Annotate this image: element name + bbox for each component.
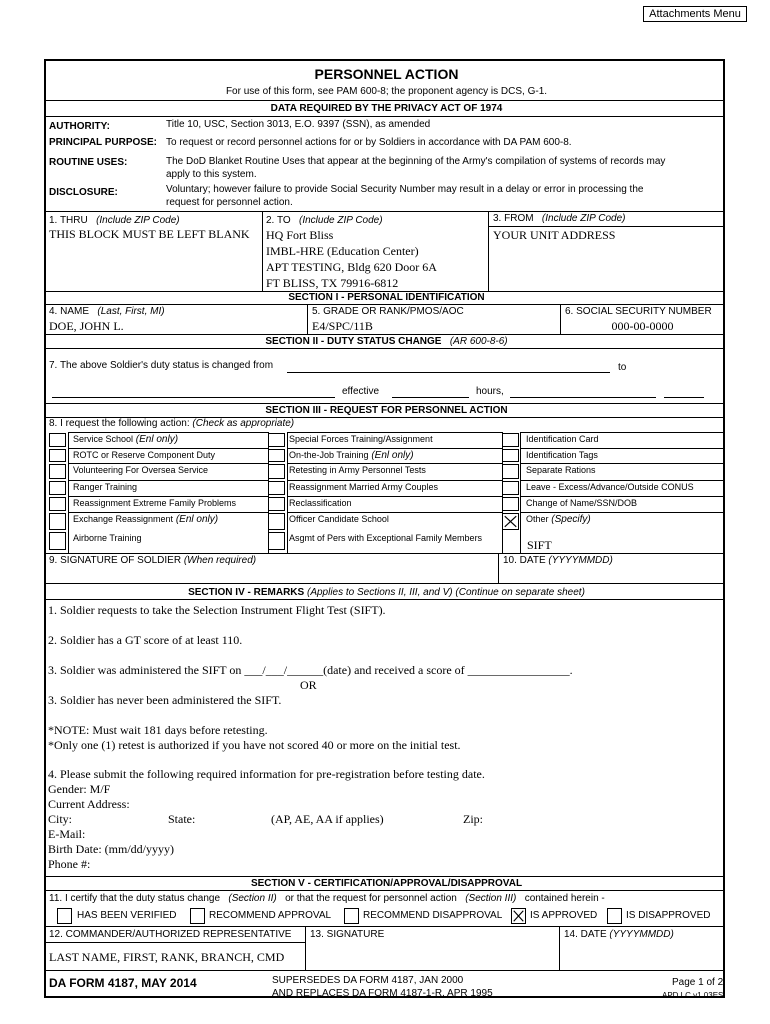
item7-text: 7. The above Soldier's duty status is changed from [49,360,274,371]
check-x-icon [503,514,518,529]
action-col3-1-checkbox[interactable] [502,449,519,462]
effective-date-field[interactable] [392,397,469,398]
routine-uses-text-1: The DoD Blanket Routine Uses that appear at the beginning of the Army's compilation of systems of records may [166,156,666,167]
recommend-approval-checkbox[interactable] [190,908,205,924]
commander-field[interactable]: LAST NAME, FIRST, RANK, BRANCH, CMD [49,950,285,964]
section4-title: SECTION IV - REMARKS (Applies to Sections II, III, and V) (Continue on separate sheet) [188,587,585,598]
action-col3-1-label: Identification Tags [526,450,598,460]
effective-label: effective [342,386,380,397]
action-col1-5-label: Exchange Reassignment (Enl only) [73,514,219,525]
section3-title: SECTION III - REQUEST FOR PERSONNEL ACTION [265,405,508,416]
block9-label: 9. SIGNATURE OF SOLDIER (When required) [49,555,257,566]
action-col2-3-checkbox[interactable] [268,481,285,495]
supersedes-line-2: AND REPLACES DA FORM 4187-1-R, APR 1995 [272,988,493,999]
action-col1-5-checkbox[interactable] [49,513,66,530]
block5-label: 5. GRADE OR RANK/PMOS/AOC [312,306,464,317]
authority-label: AUTHORITY: [49,121,110,132]
action-col1-4-label: Reassignment Extreme Family Problems [73,498,237,508]
block14-label: 14. DATE (YYYYMMDD) [564,929,674,940]
to-label: to [618,362,627,373]
block12-label: 12. COMMANDER/AUTHORIZED REPRESENTATIVE [49,929,292,940]
name-field[interactable]: DOE, JOHN L. [49,319,124,333]
action-col3-0-checkbox[interactable] [502,433,519,447]
action-col1-2-label: Volunteering For Oversea Service [73,465,209,475]
supersedes-line-1: SUPERSEDES DA FORM 4187, JAN 2000 [272,975,464,986]
block3-label: 3. FROM (Include ZIP Code) [493,213,626,224]
action-col3-0-label: Identification Card [526,434,599,444]
action-col2-4-label: Reclassification [289,498,352,508]
form-subtitle: For use of this form, see PAM 600-8; the proponent agency is DCS, G-1. [225,86,548,97]
other-specify-field[interactable]: SIFT [527,538,552,552]
status-to-field[interactable] [52,397,335,398]
verified-checkbox[interactable] [57,908,72,924]
disclosure-text-2: request for personnel action. [166,197,293,208]
is-approved-checkbox[interactable] [511,908,526,924]
form-frame [44,59,725,998]
action-col1-1-checkbox[interactable] [49,449,66,462]
ssn-field[interactable]: 000-00-0000 [611,319,674,333]
form-version: APD LC v1.03ES [662,991,724,1000]
hours-field[interactable] [510,397,656,398]
authority-text: Title 10, USC, Section 3013, E.O. 9397 (SSN), as amended [166,119,431,130]
block10-label: 10. DATE (YYYYMMDD) [503,555,613,566]
action-col2-6-label: Asgmt of Pers with Exceptional Family Members [289,533,483,543]
action-col1-1-label: ROTC or Reserve Component Duty [73,450,216,460]
recommend-disapproval-checkbox[interactable] [344,908,359,924]
from-address-field[interactable]: YOUR UNIT ADDRESS [493,228,616,242]
action-col1-6-checkbox[interactable] [49,532,66,550]
action-col3-4-checkbox[interactable] [502,497,519,511]
section1-title: SECTION I - PERSONAL IDENTIFICATION [288,292,485,303]
grade-rank-field[interactable]: E4/SPC/11B [312,319,373,333]
action-col1-6-label: Airborne Training [73,533,142,543]
item8-text: 8. I request the following action: (Check as appropriate) [49,418,295,429]
attachments-menu-button[interactable]: Attachments Menu [643,6,747,22]
disclosure-label: DISCLOSURE: [49,187,118,198]
action-col2-2-checkbox[interactable] [268,464,285,479]
action-col3-2-label: Separate Rations [526,465,596,475]
section5-title: SECTION V - CERTIFICATION/APPROVAL/DISAPPROVAL [250,878,523,889]
check-x-icon [512,909,525,923]
action-col2-1-checkbox[interactable] [268,449,285,462]
form-id: DA FORM 4187, MAY 2014 [49,976,197,990]
verified-label: HAS BEEN VERIFIED [77,910,177,921]
block6-label: 6. SOCIAL SECURITY NUMBER [565,306,712,317]
action-col2-0-label: Special Forces Training/Assignment [289,434,433,444]
action-col2-3-label: Reassignment Married Army Couples [289,482,439,492]
purpose-text: To request or record personnel actions for or by Soldiers in accordance with DA PAM 600-8. [166,137,572,148]
action-col1-2-checkbox[interactable] [49,464,66,479]
to-address-field[interactable]: HQ Fort Bliss IMBL-HRE (Education Center) APT TESTING, Bldg 620 Door 6A FT BLISS, TX 79916-6812 [266,228,437,290]
status-from-field[interactable] [287,372,610,373]
action-col2-4-checkbox[interactable] [268,497,285,511]
action-col2-5-checkbox[interactable] [268,513,285,530]
section2-title: SECTION II - DUTY STATUS CHANGE (AR 600-8-6) [265,336,508,347]
form-title: PERSONNEL ACTION [314,66,459,82]
action-col3-3-checkbox[interactable] [502,481,519,495]
action-col3-4-label: Change of Name/SSN/DOB [526,498,638,508]
action-col3-3-label: Leave - Excess/Advance/Outside CONUS [526,482,694,492]
is-approved-label: IS APPROVED [530,910,598,921]
privacy-act-title: DATA REQUIRED BY THE PRIVACY ACT OF 1974 [270,103,503,114]
action-col1-3-checkbox[interactable] [49,481,66,495]
page-number: Page 1 of 2 [672,977,724,988]
action-col3-5-checkbox[interactable] [502,513,519,530]
block4-label: 4. NAME (Last, First, MI) [49,306,165,317]
recommend-disapproval-label: RECOMMEND DISAPPROVAL [363,910,503,921]
is-disapproved-label: IS DISAPPROVED [626,910,711,921]
item11-text: 11. I certify that the duty status change (Section II) or that the request for personnel action (Section III) contained herein - [49,893,605,904]
recommend-approval-label: RECOMMEND APPROVAL [209,910,332,921]
routine-uses-text-2: apply to this system. [166,169,257,180]
action-col2-0-checkbox[interactable] [268,433,285,447]
action-col3-5-label: Other (Specify) [526,514,591,525]
action-col3-2-checkbox[interactable] [502,464,519,479]
action-col2-6-checkbox[interactable] [268,532,285,550]
thru-address-field[interactable]: THIS BLOCK MUST BE LEFT BLANK [49,227,250,241]
action-col1-0-checkbox[interactable] [49,433,66,447]
hours-extra-field[interactable] [664,397,704,398]
action-col1-3-label: Ranger Training [73,482,138,492]
hours-label: hours, [476,386,504,397]
action-col2-1-label: On-the-Job Training (Enl only) [289,450,414,461]
action-col1-4-checkbox[interactable] [49,497,66,511]
action-col1-0-label: Service School (Enl only) [73,434,179,445]
routine-uses-label: ROUTINE USES: [49,157,128,168]
is-disapproved-checkbox[interactable] [607,908,622,924]
purpose-label: PRINCIPAL PURPOSE: [49,137,157,148]
action-col2-5-label: Officer Candidate School [289,514,389,524]
block13-label: 13. SIGNATURE [310,929,385,940]
action-col2-2-label: Retesting in Army Personnel Tests [289,465,426,475]
block1-label: 1. THRU (Include ZIP Code) [49,215,180,226]
block2-label: 2. TO (Include ZIP Code) [266,215,383,226]
disclosure-text-1: Voluntary; however failure to provide Social Security Number may result in a delay or error in processing the [166,184,644,195]
